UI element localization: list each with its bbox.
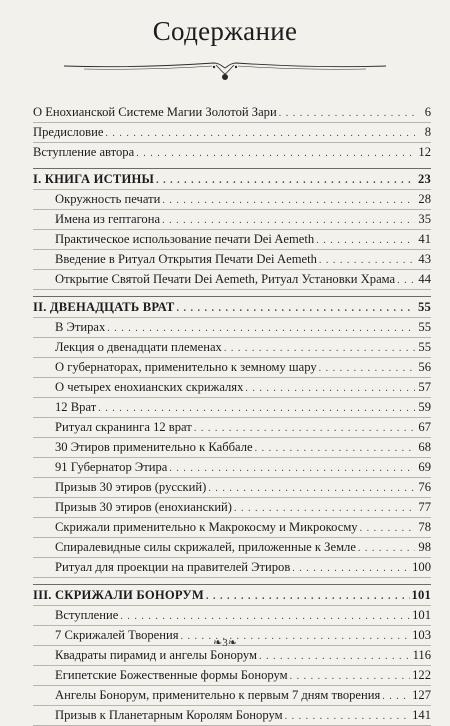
intro-section bbox=[33, 103, 431, 162]
entry-page-number: 98 bbox=[418, 540, 431, 554]
dot-leader bbox=[169, 459, 415, 478]
toc-entry bbox=[33, 478, 431, 498]
toc-entry bbox=[33, 398, 431, 418]
entry-page-number: 41 bbox=[418, 232, 431, 246]
dot-leader bbox=[176, 299, 415, 318]
toc-entry bbox=[33, 706, 431, 726]
entry-title: Ритуал для проекции на правителей Этиров bbox=[55, 560, 291, 574]
toc-entry bbox=[33, 190, 431, 210]
dot-leader bbox=[162, 211, 415, 230]
entry-page-number: 55 bbox=[418, 320, 431, 334]
dot-leader bbox=[162, 191, 415, 210]
entry-title: Предисловие bbox=[33, 125, 104, 139]
page-title: Содержание bbox=[152, 16, 298, 46]
entry-title: О четырех енохианских скрижалях bbox=[55, 380, 244, 394]
book-section bbox=[33, 584, 431, 726]
toc-entry bbox=[33, 498, 431, 518]
entry-title: I. КНИГА ИСТИНЫ bbox=[33, 172, 155, 186]
toc-entry bbox=[33, 250, 431, 270]
toc-entry bbox=[33, 686, 431, 706]
entry-page-number: 59 bbox=[418, 400, 431, 414]
entry-title: Вступление автора bbox=[33, 145, 135, 159]
dot-leader bbox=[382, 687, 410, 706]
dot-leader bbox=[107, 319, 415, 338]
dot-leader bbox=[279, 104, 415, 123]
entry-page-number: 101 bbox=[412, 608, 431, 622]
entry-title: Введение в Ритуал Открытия Печати Dei Aemeth bbox=[55, 252, 317, 266]
entry-title: В Этирах bbox=[55, 320, 106, 334]
entry-page-number: 12 bbox=[418, 145, 431, 159]
entry-page-number: 77 bbox=[418, 500, 431, 514]
dot-leader bbox=[255, 439, 415, 458]
dot-leader bbox=[319, 251, 415, 270]
toc-entry bbox=[33, 143, 431, 162]
section-heading bbox=[33, 298, 431, 318]
entry-title: Призыв 30 этиров (русский) bbox=[55, 480, 207, 494]
dot-leader bbox=[358, 539, 415, 558]
toc-entry bbox=[33, 123, 431, 143]
entry-page-number: 6 bbox=[424, 105, 431, 119]
entry-title: 7 Скрижалей Творения bbox=[55, 628, 179, 642]
dot-leader bbox=[136, 144, 415, 163]
dot-leader bbox=[319, 359, 415, 378]
entry-page-number: 141 bbox=[412, 708, 431, 722]
entry-title: 91 Губернатор Этира bbox=[55, 460, 168, 474]
dot-leader bbox=[224, 339, 415, 358]
entry-title: Вступление bbox=[55, 608, 119, 622]
toc-entry bbox=[33, 378, 431, 398]
entry-title: Призыв к Планетарным Королям Бонорум bbox=[55, 708, 283, 722]
entry-title: 30 Этиров применительно к Каббале bbox=[55, 440, 253, 454]
dot-leader bbox=[245, 379, 415, 398]
page-number: ❧3❧ bbox=[213, 637, 237, 649]
entry-page-number: 68 bbox=[418, 440, 431, 454]
dot-leader bbox=[259, 647, 411, 666]
toc-entry bbox=[33, 666, 431, 686]
entry-title: Ритуал скранинга 12 врат bbox=[55, 420, 192, 434]
entry-page-number: 55 bbox=[418, 300, 431, 314]
entry-page-number: 28 bbox=[418, 192, 431, 206]
dot-leader bbox=[206, 587, 410, 606]
entry-page-number: 122 bbox=[412, 668, 431, 682]
toc-entry bbox=[33, 318, 431, 338]
toc-entry bbox=[33, 438, 431, 458]
toc-entry bbox=[33, 338, 431, 358]
entry-title: Практическое использование печати Dei Aemeth bbox=[55, 232, 315, 246]
entry-page-number: 23 bbox=[418, 172, 431, 186]
section-heading bbox=[33, 170, 431, 190]
entry-page-number: 35 bbox=[418, 212, 431, 226]
dot-leader bbox=[208, 479, 415, 498]
entry-title: Египетские Божественные формы Бонорум bbox=[55, 668, 288, 682]
entry-page-number: 57 bbox=[418, 380, 431, 394]
entry-title: 12 Врат bbox=[55, 400, 97, 414]
toc-entry bbox=[33, 210, 431, 230]
entry-page-number: 56 bbox=[418, 360, 431, 374]
entry-title: Скрижали применительно к Макрокосму и Микрокосму bbox=[55, 520, 358, 534]
toc-entry bbox=[33, 103, 431, 123]
book-section bbox=[33, 168, 431, 290]
toc-entry bbox=[33, 646, 431, 666]
entry-title: О губернаторах, применительно к земному шару bbox=[55, 360, 317, 374]
entry-page-number: 103 bbox=[412, 628, 431, 642]
dot-leader bbox=[234, 499, 415, 518]
section-heading bbox=[33, 586, 431, 606]
entry-page-number: 100 bbox=[412, 560, 431, 574]
entry-title: Имена из гептагона bbox=[55, 212, 161, 226]
dot-leader bbox=[290, 667, 411, 686]
toc-entry bbox=[33, 358, 431, 378]
entry-title: О Енохианской Системе Магии Золотой Зари bbox=[33, 105, 277, 119]
toc-entry bbox=[33, 538, 431, 558]
entry-title: III. СКРИЖАЛИ БОНОРУМ bbox=[33, 588, 204, 602]
title-ornament bbox=[64, 57, 386, 87]
entry-page-number: 69 bbox=[418, 460, 431, 474]
entry-title: Квадраты пирамид и ангелы Бонорум bbox=[55, 648, 257, 662]
toc-entry bbox=[33, 558, 431, 578]
entry-title: Призыв 30 этиров (енохианский) bbox=[55, 500, 232, 514]
toc-entry bbox=[33, 518, 431, 538]
dot-leader bbox=[360, 519, 415, 538]
entry-page-number: 127 bbox=[412, 688, 431, 702]
entry-page-number: 76 bbox=[418, 480, 431, 494]
entry-page-number: 8 bbox=[424, 125, 431, 139]
entry-title: Спиралевидные силы скрижалей, приложенные к Земле bbox=[55, 540, 356, 554]
entry-page-number: 101 bbox=[411, 588, 431, 602]
dot-leader bbox=[316, 231, 415, 250]
dot-leader bbox=[194, 419, 415, 438]
entry-page-number: 116 bbox=[412, 648, 431, 662]
toc-entry bbox=[33, 230, 431, 250]
entry-page-number: 78 bbox=[418, 520, 431, 534]
dot-leader bbox=[98, 399, 415, 418]
dot-leader bbox=[156, 171, 415, 190]
dot-leader bbox=[120, 607, 410, 626]
toc-entry bbox=[33, 418, 431, 438]
dot-leader bbox=[397, 271, 415, 290]
dot-leader bbox=[285, 707, 411, 726]
entry-page-number: 67 bbox=[418, 420, 431, 434]
toc-entry bbox=[33, 606, 431, 626]
entry-title: II. ДВЕНАДЦАТЬ ВРАТ bbox=[33, 300, 175, 314]
dot-leader bbox=[292, 559, 410, 578]
entry-title: Открытие Святой Печати Dei Aemeth, Ритуал Установки Храма bbox=[55, 272, 396, 286]
entry-page-number: 44 bbox=[418, 272, 431, 286]
entry-page-number: 43 bbox=[418, 252, 431, 266]
dot-leader bbox=[105, 124, 415, 143]
toc-entry bbox=[33, 270, 431, 290]
entry-title: Лекция о двенадцати племенах bbox=[55, 340, 222, 354]
entry-title: Ангелы Бонорум, применительно к первым 7 дням творения bbox=[55, 688, 381, 702]
entry-page-number: 55 bbox=[418, 340, 431, 354]
table-of-contents bbox=[33, 103, 431, 726]
toc-entry bbox=[33, 458, 431, 478]
book-section bbox=[33, 296, 431, 578]
entry-title: Окружность печати bbox=[55, 192, 161, 206]
